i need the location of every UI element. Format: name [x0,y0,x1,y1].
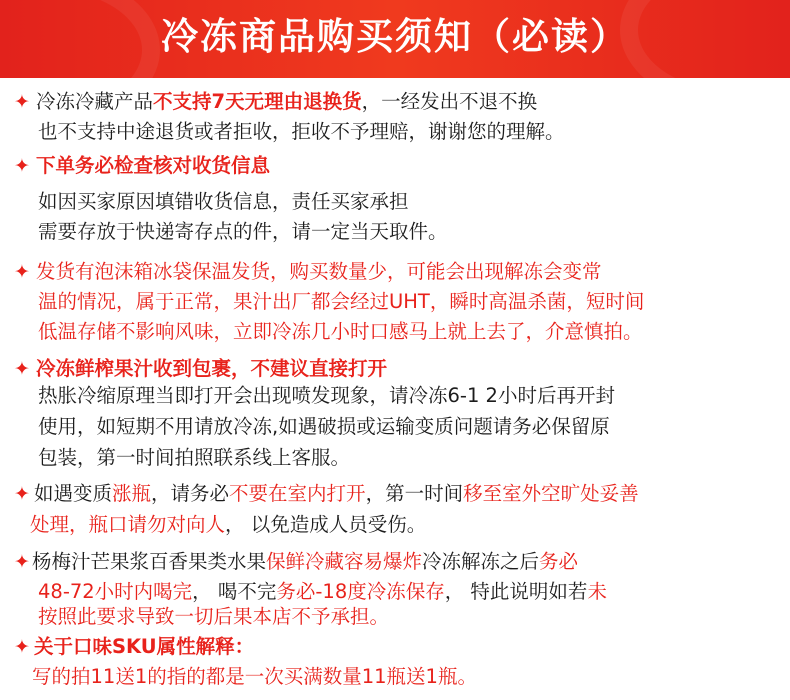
s5-text: ，请务必 [151,482,230,505]
s7-line-1: 写的拍11送1的指的都是一次买满数量11瓶送1瓶。 [32,665,477,688]
star-icon: ✦ [14,483,30,505]
s5-highlight: 涨瓶 [112,482,152,505]
page-title: 冷冻商品购买须知（必读） [161,15,629,58]
s6-line-3: 按照此要求导致一切后果本店不予承担。 [38,605,390,628]
s1-line-1 [36,88,537,116]
s2-title: 下单务必检查核对收货信息 [36,154,271,177]
s5-text: 如遇变质 [34,482,113,505]
s6-highlight: 务必 [539,550,579,573]
s3-line-2: 温的情况，属于正常，果汁出厂都会经过UHT，瞬时高温杀菌，短时间 [38,290,645,313]
s5-highlight: 处理，瓶口请勿对向人 [30,513,226,536]
s3-line-3: 低温存储不影响风味，立即冷冻几小时口感马上就上去了，介意慎拍。 [38,320,643,343]
s5-highlight: 不要在室内打开 [229,482,366,505]
s6-text: ， 喝不完 [192,580,277,603]
s4-line-2: 使用，如短期不用请放冷冻,如遇破损或运输变质问题请务必保留原 [38,415,610,438]
s5-line-1 [34,480,639,508]
s5-text: ，第一时间 [365,482,464,505]
s3-line-1: 发货有泡沫箱冰袋保温发货，购买数量少，可能会出现解冻会变常 [36,260,602,283]
star-icon: ✦ [14,358,30,380]
star-icon: ✦ [14,91,30,113]
s5-text: ， 以免造成人员受伤。 [225,513,427,536]
s6-highlight: 48-72小时内喝完 [38,580,193,603]
s6-text: 冷冻解冻之后 [422,550,540,573]
star-icon: ✦ [14,261,30,283]
s1-line-2: 也不支持中途退货或者拒收，拒收不予理赔，谢谢您的理解。 [38,120,565,143]
s6-highlight: 未 [587,580,607,603]
s4-line-3: 包装，第一时间拍照联系线上客服。 [38,446,351,469]
s1-text: 冷冻冷藏产品 [36,90,154,113]
star-icon: ✦ [14,155,30,177]
s4-line-1: 热胀冷缩原理当即打开会出现喷发现象，请冷冻6-1 2小时后再开封 [38,384,615,407]
s6-highlight: 务必-18度冷冻保存 [276,580,445,603]
s6-line-1 [32,548,578,576]
s1-text: ，一经发出不退不换 [361,90,538,113]
s5-highlight: 移至室外空旷处妥善 [463,482,639,505]
s6-highlight: 保鲜冷藏容易爆炸 [266,550,423,573]
s2-line-2: 需要存放于快递寄存点的件，请一定当天取件。 [38,220,448,243]
s6-line-2 [38,578,607,606]
star-icon: ✦ [14,636,30,658]
s4-title: 冷冻鲜榨果汁收到包裹，不建议直接打开 [36,357,388,380]
s2-line-1: 如因买家原因填错收货信息，责任买家承担 [38,190,409,213]
star-icon: ✦ [14,551,30,573]
s6-text: ， 特此说明如若 [444,580,588,603]
title-banner [0,0,790,78]
s6-text: 杨梅汁芒果浆百香果类水果 [32,550,267,573]
s7-title: 关于口味SKU属性解释： [34,635,255,658]
s1-highlight: 不支持7天无理由退换货 [153,90,362,113]
s5-line-2 [30,511,426,539]
